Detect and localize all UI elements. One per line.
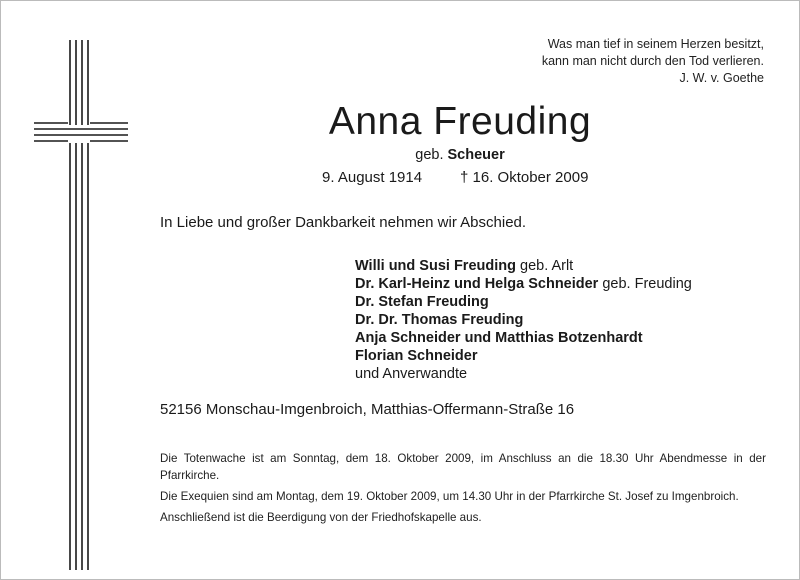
farewell-text: In Liebe und großer Dankbarkeit nehmen wir Abschied. bbox=[160, 214, 527, 231]
mourner-name: Willi und Susi Freuding bbox=[355, 258, 516, 274]
service-notes bbox=[160, 450, 766, 530]
mourner-line bbox=[355, 365, 692, 383]
death-date: † 16. Oktober 2009 bbox=[460, 169, 589, 186]
wake-note: Die Totenwache ist am Sonntag, dem 18. Oktober 2009, im Anschluss an die 18.30 Uhr Abendmesse in der Pfarrkirche. bbox=[160, 452, 766, 482]
burial-note: Anschließend ist die Beerdigung von der Friedhofskapelle aus. bbox=[160, 511, 482, 524]
maiden-name-line bbox=[0, 147, 800, 163]
mourner-line bbox=[355, 329, 692, 347]
quote-author: J. W. v. Goethe bbox=[679, 71, 764, 85]
quote-line-2: kann man nicht durch den Tod verlieren. bbox=[541, 54, 764, 68]
address: 52156 Monschau-Imgenbroich, Matthias-Offermann-Straße 16 bbox=[160, 401, 575, 418]
quote-line-1: Was man tief in seinem Herzen besitzt, bbox=[547, 37, 764, 51]
birth-date: 9. August 1914 bbox=[322, 169, 423, 186]
mourner-suffix: geb. Arlt bbox=[515, 258, 574, 274]
exequies-note: Die Exequien sind am Montag, dem 19. Oktober 2009, um 14.30 Uhr in der Pfarrkirche St. Josef zu Imgenbroich. bbox=[160, 490, 739, 503]
mourner-line bbox=[355, 275, 692, 293]
mourner-name: Florian Schneider bbox=[355, 348, 478, 364]
mourner-suffix: geb. Freuding bbox=[598, 276, 692, 292]
deceased-name: Anna Freuding bbox=[328, 100, 592, 143]
mourners-list bbox=[355, 257, 692, 383]
mourner-line bbox=[355, 293, 692, 311]
quote bbox=[542, 36, 764, 87]
mourner-name: Dr. Stefan Freuding bbox=[355, 294, 489, 310]
mourner-line bbox=[355, 257, 692, 275]
mourner-line bbox=[355, 347, 692, 365]
mourner-line bbox=[355, 311, 692, 329]
mourner-name: Dr. Dr. Thomas Freuding bbox=[355, 312, 524, 328]
nee-prefix: geb. bbox=[415, 147, 444, 163]
mourner-name: Dr. Karl-Heinz und Helga Schneider bbox=[355, 276, 599, 292]
maiden-name: Scheuer bbox=[447, 147, 505, 163]
mourner-suffix: und Anverwandte bbox=[355, 366, 468, 382]
mourner-name: Anja Schneider und Matthias Botzenhardt bbox=[355, 330, 643, 346]
